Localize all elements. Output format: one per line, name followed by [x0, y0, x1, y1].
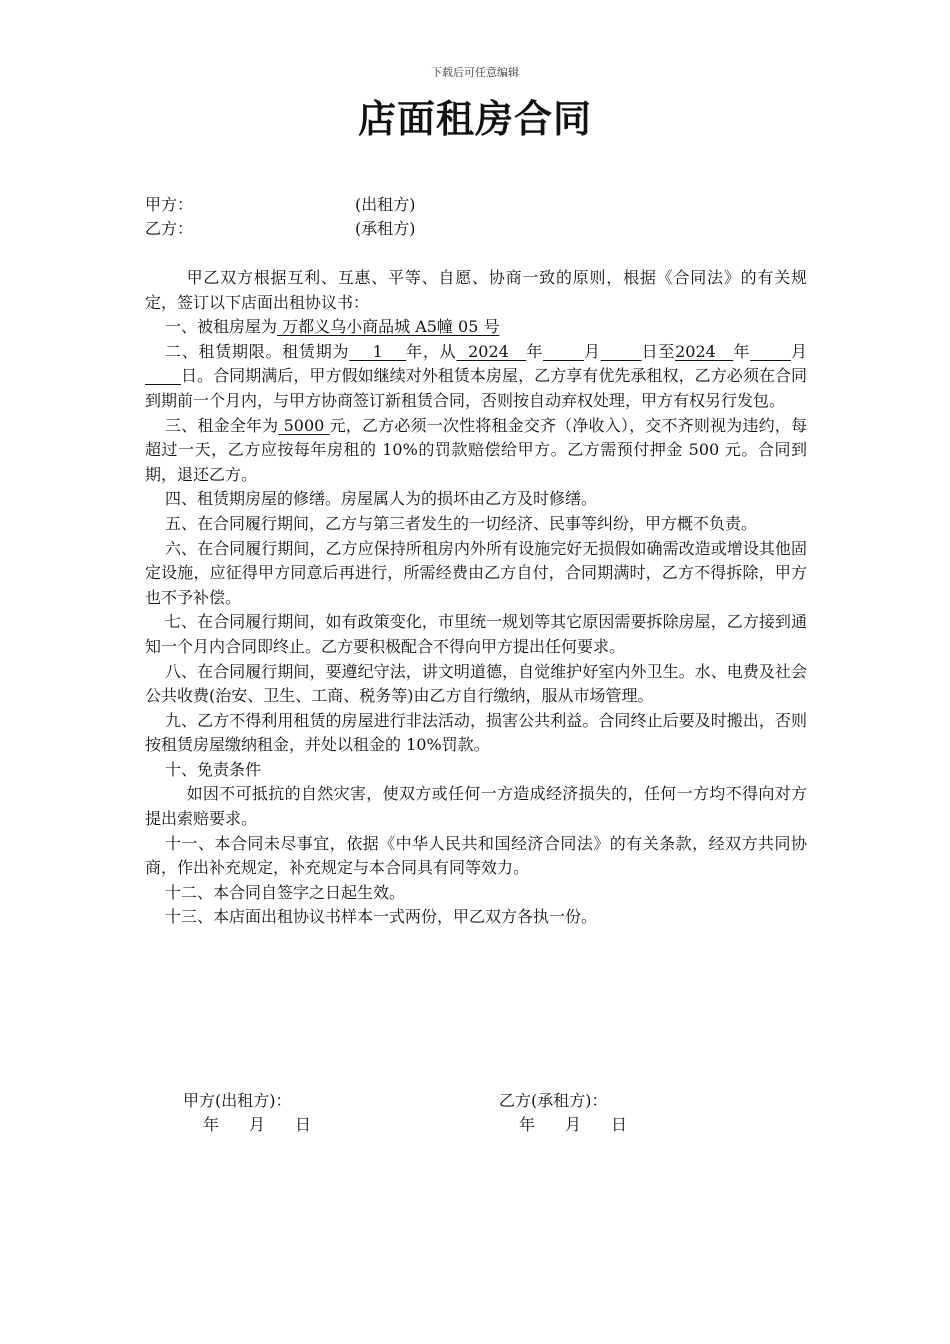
intro-paragraph: 甲乙双方根据互利、互惠、平等、自愿、协商一致的原则，根据《合同法》的有关规定，签订以下店面出租协议书：: [145, 268, 807, 312]
clause-2-text: 日至: [641, 341, 676, 361]
clause-2-text: 月: [583, 341, 601, 361]
clause-3-rest: 元，乙方必须一次性将租金交齐（净收入），交不齐则视为违约，每超过一天，乙方应按每年房租的 10%的罚款赔偿给甲方。乙方需预付押金 500 元。合同到期，退还乙方。: [145, 415, 807, 484]
end-month-blank: [750, 342, 791, 361]
clause-2-prefix: 二、租赁期限。租赁期为: [165, 341, 350, 361]
date-year: 年: [519, 1115, 536, 1134]
start-year: 2024: [456, 341, 527, 361]
clause-1: [145, 315, 807, 340]
clause-5: 五、在合同履行期间，乙方与第三者发生的一切经济、民事等纠纷，甲方概不负责。: [165, 513, 758, 533]
clause-7: 七、在合同履行期间，如有政策变化，市里统一规划等其它原因需要拆除房屋，乙方接到通知一个月内合同即终止。乙方要积极配合不得向甲方提出任何要求。: [145, 612, 807, 656]
clause-3: [145, 414, 807, 488]
end-day-blank: [145, 366, 181, 385]
clause-11: 十一、本合同未尽事宜，依据《中华人民共和国经济合同法》的有关条款，经双方共同协商，作出补充规定，补充规定与本合同具有同等效力。: [145, 833, 807, 878]
clause-8: 八、在合同履行期间，要遵纪守法，讲文明道德，自觉维护好室内外卫生。水、电费及社会公共收费(治安、卫生、工商、税务等)由乙方自行缴纳，服从市场管理。: [145, 661, 807, 706]
clause-2-text: 年，从: [406, 341, 457, 361]
signature-b-label: 乙方(承租方)：: [499, 1091, 608, 1110]
clause-9: 九、乙方不得利用租赁的房屋进行非法活动，损害公共利益。合同终止后要及时搬出，否则按租赁房屋缴纳租金，并处以租金的 10%罚款。: [145, 710, 807, 755]
signature-a-label: 甲方(出租方)：: [183, 1091, 292, 1110]
start-day-blank: [601, 342, 642, 361]
header-note: 下载后可任意编辑: [431, 66, 519, 79]
date-day: 日: [295, 1115, 312, 1134]
party-b-line: [145, 217, 416, 241]
premises-location: 万都义乌小商品城 A5幢 05 号: [277, 317, 500, 337]
clause-2-text: 年: [526, 341, 544, 361]
clause-2-text: 年: [733, 341, 751, 361]
party-b-label: 乙方：: [145, 219, 194, 238]
signature-party-b: [499, 1089, 657, 1137]
clause-6: 六、在合同履行期间，乙方应保持所租房内外所有设施完好无损假如确需改造或增设其他固定设施，应征得甲方同意后再进行，所需经费由乙方自付，合同期满时，乙方不得拆除，甲方也不予补偿。: [145, 538, 807, 607]
party-a-role: (出租方): [355, 195, 416, 214]
clause-1-text: 一、被租房屋为: [165, 317, 278, 337]
party-a-line: [145, 193, 416, 217]
annual-rent: 5000: [278, 415, 330, 435]
clause-2-text: 月: [790, 341, 807, 361]
clause-12: 十二、本合同自签字之日起生效。: [165, 882, 406, 902]
document-title: 店面租房合同: [357, 97, 592, 141]
clause-10-title: 十、免责条件: [165, 759, 262, 779]
clause-2-rest: 日。合同期满后，甲方假如继续对外租赁本房屋，乙方享有优先承租权，乙方必须在合同到期前一个月内，与甲方协商签订新租赁合同，否则按自动弃权处理，甲方有权另行发包。: [145, 366, 807, 410]
end-year: 2024: [675, 341, 734, 361]
clause-3-prefix: 三、租金全年为: [165, 415, 279, 435]
signature-b-date: [499, 1113, 657, 1137]
date-year: 年: [203, 1115, 220, 1134]
clause-10-body: 如因不可抵抗的自然灾害，使双方或任何一方造成经济损失的，任何一方均不得向对方提出索赔要求。: [145, 784, 807, 829]
date-month: 月: [565, 1115, 582, 1134]
party-a-label: 甲方：: [145, 195, 194, 214]
party-b-role: (承租方): [355, 219, 416, 238]
date-month: 月: [249, 1115, 266, 1134]
start-month-blank: [543, 342, 584, 361]
signature-party-a: [183, 1089, 341, 1137]
lease-years: 1: [349, 341, 407, 361]
contract-body: [145, 266, 807, 930]
clause-13: 十三、本店面出租协议书样本一式两份，甲乙双方各执一份。: [165, 907, 598, 927]
date-day: 日: [611, 1115, 628, 1134]
signature-a-date: [183, 1113, 341, 1137]
clause-4: 四、租赁期房屋的修缮。房屋属人为的损坏由乙方及时修缮。: [165, 489, 598, 509]
clause-2: [145, 340, 807, 414]
